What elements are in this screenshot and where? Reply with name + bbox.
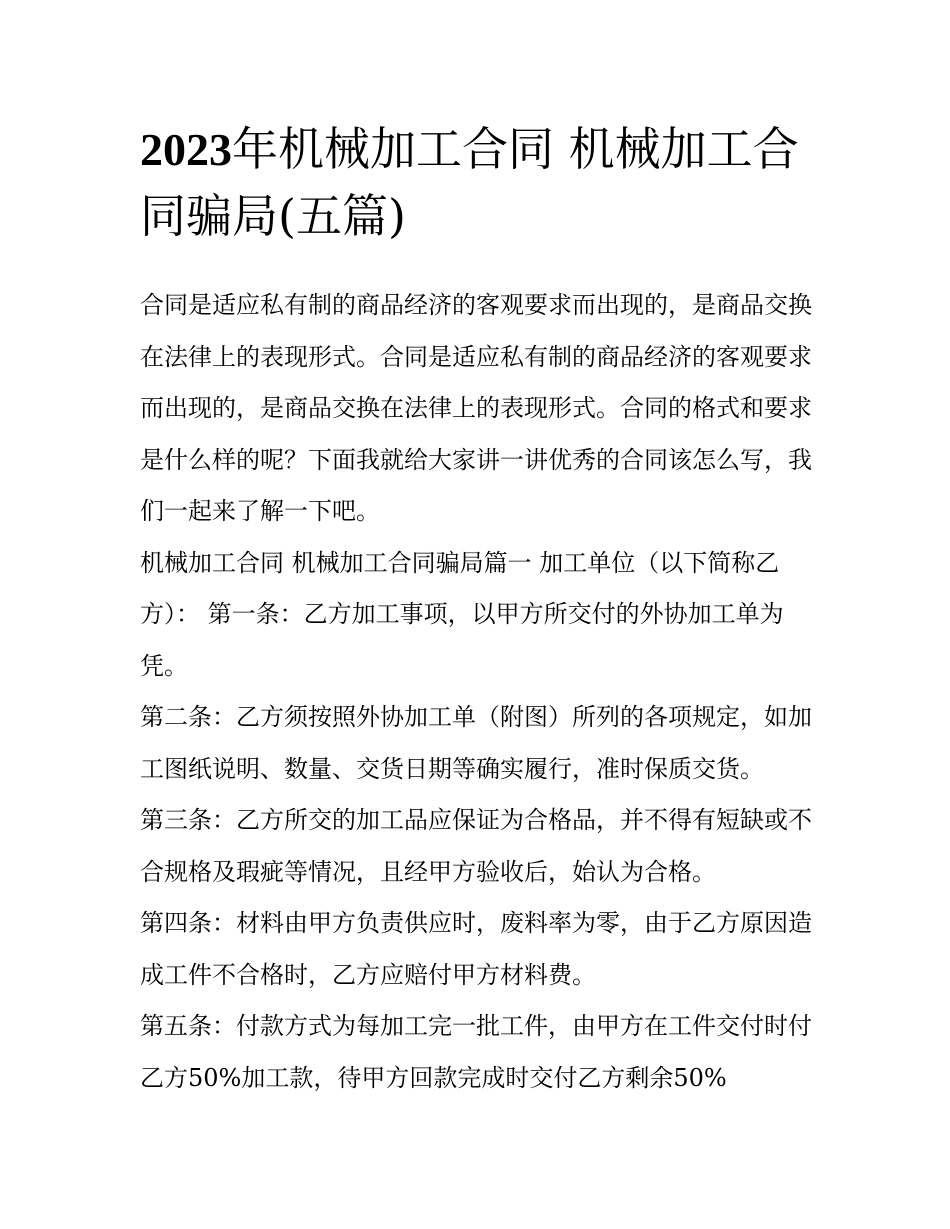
paragraph-article-2: 第二条：乙方须按照外协加工单（附图）所列的各项规定，如加工图纸说明、数量、交货日期等确实履行，准时保质交货。 bbox=[140, 703, 812, 783]
title-year: 2023 bbox=[140, 124, 232, 175]
document-title bbox=[140, 116, 820, 249]
document-body bbox=[140, 280, 820, 1104]
paragraph-article-1: 机械加工合同 机械加工合同骗局篇一 加工单位（以下简称乙方）： 第一条：乙方加工事项，以甲方所交付的外协加工单为凭。 bbox=[140, 548, 784, 680]
paragraph-article-5: 第五条：付款方式为每加工完一批工件，由甲方在工件交付时付乙方50%加工款，待甲方回款完成时交付乙方剩余50% bbox=[140, 1012, 812, 1092]
paragraph-intro: 合同是适应私有制的商品经济的客观要求而出现的，是商品交换在法律上的表现形式。合同是适应私有制的商品经济的客观要求而出现的，是商品交换在法律上的表现形式。合同的格式和要求是什么样的呢？下面我就给大家讲一讲优秀的合同该怎么写，我们一起来了解一下吧。 bbox=[140, 291, 812, 525]
paragraph-article-4: 第四条：材料由甲方负责供应时，废料率为零，由于乙方原因造成工件不合格时，乙方应赔付甲方材料费。 bbox=[140, 909, 812, 989]
paragraph-article-3: 第三条：乙方所交的加工品应保证为合格品，并不得有短缺或不合规格及瑕疵等情况，且经甲方验收后，始认为合格。 bbox=[140, 806, 812, 886]
title-text: 年机械加工合同 机械加工合同骗局(五篇) bbox=[140, 122, 799, 243]
